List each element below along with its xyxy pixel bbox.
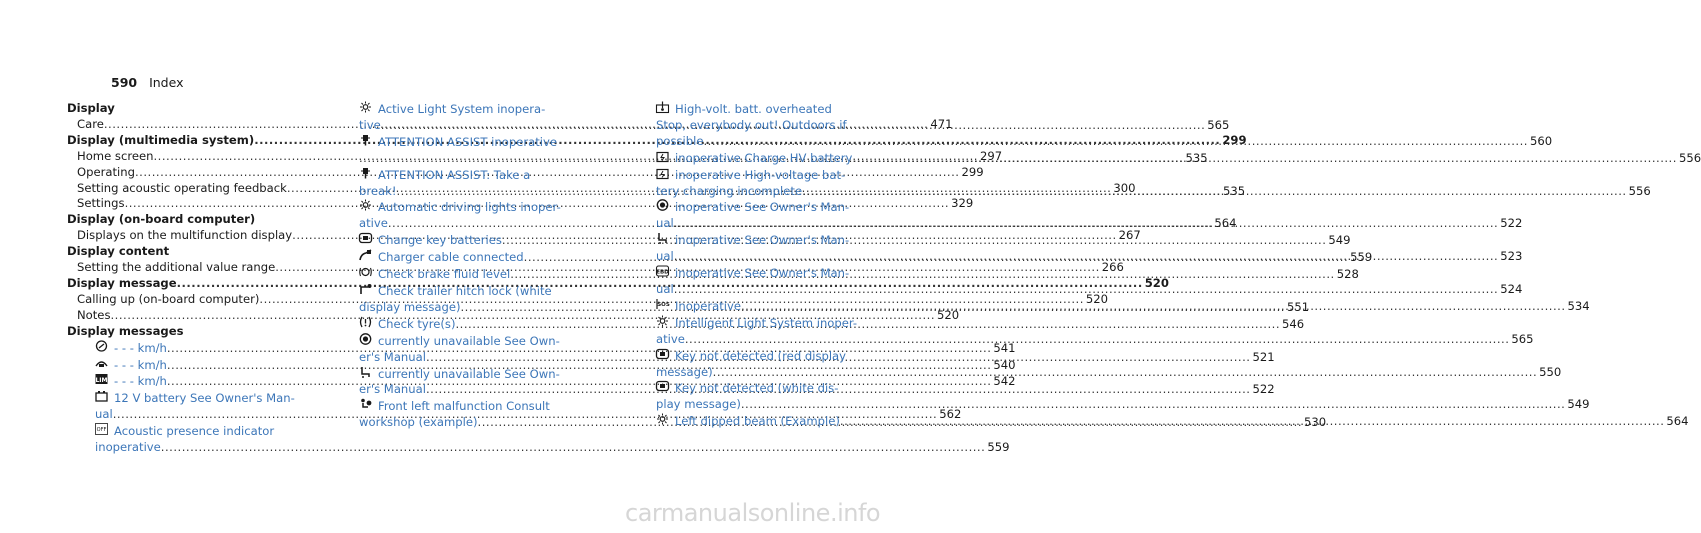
index-heading: Display — [67, 101, 115, 115]
entry-text[interactable]: inoperative High-voltage bat- — [675, 167, 846, 182]
index-heading: Display content — [67, 244, 170, 259]
light-icon — [359, 101, 372, 113]
entry-text[interactable]: er's Manual — [359, 382, 426, 397]
dot-leader — [802, 184, 1627, 200]
warning-circle-icon — [656, 199, 669, 211]
dot-leader — [741, 299, 1566, 315]
attention-assist-icon — [359, 167, 372, 179]
hv-battery-temp-icon — [656, 101, 669, 113]
dot-leader — [840, 414, 1665, 430]
charger-cable-icon — [359, 249, 372, 261]
entry-text[interactable]: tery charging incomplete — [656, 183, 803, 198]
entry-line — [656, 232, 866, 249]
dot-leader — [456, 317, 1281, 333]
entry-line — [656, 348, 866, 365]
index-heading: Display (on-board computer) — [67, 212, 256, 227]
entry-text: Setting acoustic operating feedback — [77, 180, 287, 195]
svg-text:EBD: EBD — [656, 269, 669, 276]
page-ref: 542 — [993, 374, 1016, 389]
acoustic-off-icon — [95, 423, 108, 435]
entry-text[interactable]: ative — [656, 331, 685, 346]
entry-text[interactable]: ATTENTION ASSIST inoperative — [378, 134, 557, 149]
distronic-icon — [95, 357, 108, 369]
entry-text[interactable]: - - - km/h — [114, 357, 167, 372]
entry-line — [359, 366, 569, 383]
page-ref: 329 — [951, 196, 974, 211]
entry-text[interactable]: Automatic driving lights inoper- — [378, 200, 561, 215]
sos-icon — [656, 298, 669, 310]
page-ref: 549 — [1567, 397, 1590, 412]
entry-text[interactable]: play message) — [656, 397, 741, 412]
entry-text: Settings — [77, 196, 125, 211]
index-heading: Display messages — [67, 323, 184, 338]
index-message-entry — [67, 423, 1010, 456]
page-ref: 267 — [1118, 228, 1141, 243]
entry-text: Operating — [77, 164, 135, 179]
entry-text: Care — [77, 116, 104, 131]
dot-leader — [502, 233, 1327, 249]
page-ref: 297 — [979, 148, 1003, 163]
entry-line — [656, 397, 1590, 413]
page-ref: 556 — [1628, 183, 1651, 198]
light-icon — [656, 413, 669, 425]
entry-text[interactable]: Charger cable connected — [378, 250, 524, 265]
dot-leader — [685, 332, 1510, 348]
entry-text[interactable]: ual — [656, 249, 674, 264]
entry-text[interactable]: break! — [359, 183, 397, 198]
page-ref: 565 — [1207, 117, 1230, 132]
seat-icon — [656, 232, 669, 244]
page-ref: 546 — [1282, 316, 1305, 331]
entry-line — [359, 199, 569, 216]
dot-leader — [674, 216, 1499, 232]
entry-line — [656, 315, 866, 332]
entry-text[interactable]: Check brake fluid level — [378, 267, 511, 282]
page-ref: 524 — [1500, 281, 1523, 296]
entry-text: Home screen — [77, 148, 154, 163]
entry-text[interactable]: Inoperative — [675, 298, 741, 313]
entry-text[interactable]: currently unavailable See Own- — [378, 366, 560, 381]
entry-line — [359, 167, 569, 184]
page-ref: 551 — [1287, 299, 1310, 314]
page-ref: 535 — [1185, 150, 1208, 165]
entry-line — [656, 380, 866, 397]
entry-text: Displays on the multifunction display — [77, 228, 293, 243]
page-ref: 520 — [937, 307, 960, 322]
entry-text: Calling up (on-board computer) — [77, 291, 260, 306]
entry-line — [656, 199, 866, 216]
entry-line — [656, 167, 866, 184]
tyre-icon — [359, 316, 372, 328]
entry-text[interactable]: inoperative See Owner's Man- — [675, 266, 850, 281]
entry-text[interactable]: Active Light System inopera- — [378, 102, 546, 116]
page-ref: 550 — [1539, 364, 1562, 379]
page-ref: 559 — [987, 440, 1010, 455]
watermark: carmanualsonline.info — [625, 499, 881, 527]
page-ref: 299 — [1222, 132, 1247, 147]
entry-text[interactable]: er's Manual — [359, 349, 426, 364]
page-ref: 266 — [1101, 260, 1124, 275]
page-ref: 520 — [1144, 275, 1169, 290]
speed-limit-icon — [95, 340, 108, 352]
entry-text[interactable]: ATTENTION ASSIST: Take a — [378, 167, 531, 182]
entry-text[interactable]: ative — [359, 216, 388, 231]
page-ref: 522 — [1500, 216, 1523, 231]
page-ref: 528 — [1336, 267, 1359, 282]
entry-text[interactable]: possible — [656, 133, 704, 148]
entry-text[interactable]: Acoustic presence indicator — [114, 424, 275, 439]
entry-text[interactable]: Check trailer hitch lock (white — [378, 283, 552, 298]
entry-text[interactable]: Key not detected (red display — [675, 348, 847, 363]
page-ref: 522 — [1252, 382, 1275, 397]
entry-line — [359, 134, 569, 151]
dot-leader — [741, 397, 1566, 413]
entry-text[interactable]: tive — [359, 117, 381, 132]
dot-leader — [852, 148, 1677, 167]
entry-text[interactable]: Intelligent Light System inoper- — [675, 315, 858, 330]
entry-text[interactable]: Change key batteries — [378, 233, 502, 248]
entry-text[interactable]: message) — [656, 364, 713, 379]
dot-leader — [161, 440, 986, 456]
entry-text[interactable]: Key not detected (white dis- — [675, 381, 839, 396]
battery-icon — [95, 390, 108, 402]
page-ref: 300 — [1113, 180, 1136, 195]
page-ref: 556 — [1678, 150, 1701, 165]
entry-line — [359, 283, 569, 300]
dot-leader — [674, 249, 1499, 265]
page-ref: 564 — [1214, 216, 1237, 231]
dot-leader — [703, 134, 1528, 150]
page-ref: 565 — [1511, 331, 1534, 346]
page-ref: 549 — [1328, 233, 1351, 248]
svg-text:OFF: OFF — [96, 427, 107, 434]
page-ref: 535 — [1223, 183, 1246, 198]
entry-text[interactable]: ual — [656, 216, 674, 231]
entry-text[interactable]: ual — [656, 281, 674, 296]
entry-text[interactable]: - - - km/h — [114, 374, 167, 389]
key-icon — [359, 232, 372, 244]
entry-line — [359, 333, 569, 350]
entry-text: Setting the additional value range — [77, 260, 276, 275]
limiter-icon — [95, 373, 108, 385]
entry-text: Display (multimedia system) — [67, 132, 255, 147]
hv-battery-icon — [656, 150, 669, 162]
entry-text[interactable]: High-volt. batt. overheated — [675, 102, 832, 116]
page-number: 590 — [111, 75, 138, 90]
light-icon — [656, 315, 669, 327]
key-icon — [656, 380, 669, 392]
warning-circle-icon — [359, 333, 372, 345]
entry-text[interactable]: inoperative See Owner's Man- — [675, 200, 850, 215]
entry-line — [95, 440, 1010, 456]
page-ref: 562 — [939, 407, 962, 422]
page-ref: 541 — [993, 340, 1016, 355]
dot-leader — [674, 282, 1499, 298]
entry-text[interactable]: ual — [95, 407, 113, 422]
entry-text: Notes — [77, 307, 111, 322]
page-header — [111, 75, 184, 90]
entry-text[interactable]: Left dipped beam (Example) — [675, 414, 840, 429]
section-title: Index — [149, 75, 184, 90]
svg-text:LIM: LIM — [95, 377, 108, 385]
entry-text[interactable]: - - - km/h — [114, 340, 167, 355]
entry-line — [656, 101, 866, 118]
page-ref: 564 — [1666, 414, 1689, 429]
entry-text[interactable]: inoperative See Owner's Man- — [675, 233, 850, 248]
entry-line — [95, 390, 295, 407]
page-ref: 523 — [1500, 249, 1523, 264]
page-ref: 520 — [1085, 291, 1109, 306]
entry-text[interactable]: Stop, everybody out! Outdoors if — [656, 117, 847, 132]
entry-text: Display message — [67, 275, 177, 290]
seat-icon — [359, 366, 372, 378]
page-ref: 559 — [1350, 250, 1373, 265]
entry-text[interactable]: 12 V battery See Owner's Man- — [114, 391, 295, 406]
entry-text[interactable]: workshop (example) — [359, 415, 478, 430]
entry-text[interactable]: inoperative — [95, 440, 161, 455]
hv-battery-icon — [656, 167, 669, 179]
page-ref: 530 — [1304, 415, 1327, 430]
entry-line — [656, 118, 866, 134]
key-icon — [656, 348, 669, 360]
entry-line — [359, 101, 569, 118]
entry-line — [95, 423, 277, 440]
attention-assist-icon — [359, 134, 372, 146]
dot-leader — [510, 267, 1335, 283]
entry-text[interactable]: Check tyre(s) — [378, 316, 456, 331]
trailer-hitch-icon — [359, 283, 372, 295]
entry-text[interactable]: inoperative Charge HV battery — [675, 150, 853, 165]
ebd-icon — [656, 265, 669, 277]
light-icon — [359, 199, 372, 211]
page-ref: 471 — [930, 116, 953, 131]
dot-leader — [713, 365, 1538, 381]
entry-text[interactable]: currently unavailable See Own- — [378, 333, 560, 348]
page-ref: 560 — [1529, 133, 1553, 148]
page-ref: 534 — [1567, 298, 1590, 313]
airbag-icon — [359, 398, 372, 410]
brake-icon — [359, 266, 372, 278]
page-ref: 521 — [1252, 349, 1275, 364]
entry-text[interactable]: display message) — [359, 299, 461, 314]
page-ref: 540 — [993, 357, 1016, 372]
entry-line — [656, 265, 866, 282]
entry-line — [359, 398, 569, 415]
entry-text[interactable]: Front left malfunction Consult — [378, 399, 550, 414]
page-ref: 299 — [961, 164, 984, 179]
svg-text:SOS: SOS — [657, 301, 670, 308]
